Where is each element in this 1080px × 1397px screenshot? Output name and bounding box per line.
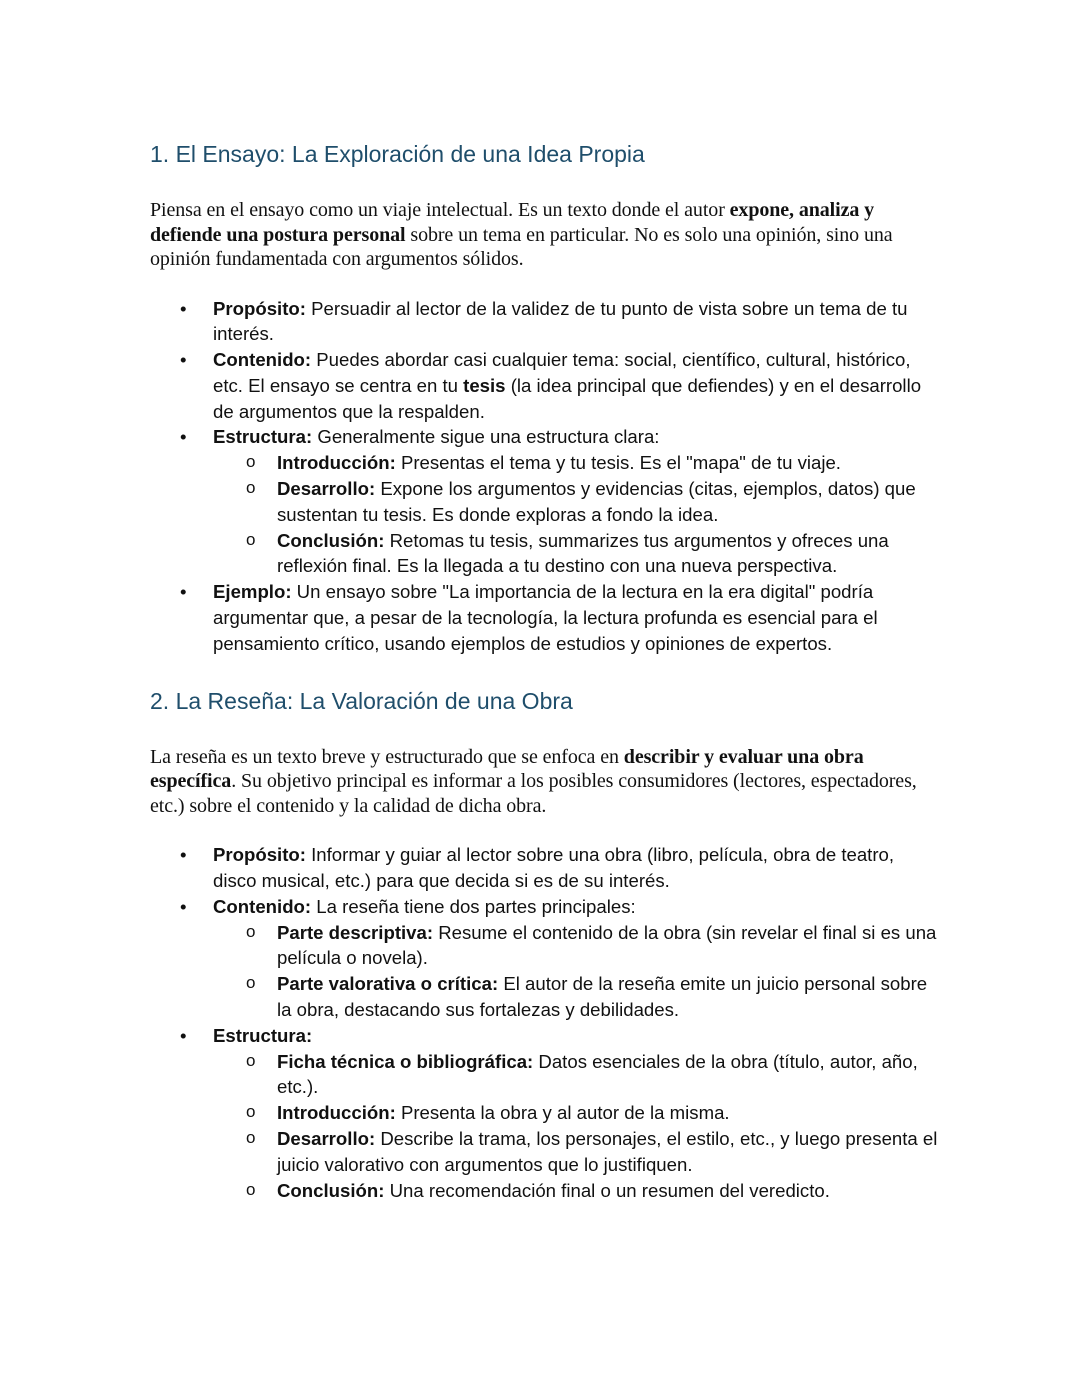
intro-text: Piensa en el ensayo como un viaje intelectual. Es un texto donde el autor — [150, 199, 730, 221]
item-text: Describe la trama, los personajes, el estilo, etc., y luego presenta el juicio valorativo con argumentos que lo justifiquen. — [277, 1127, 938, 1175]
sub-list — [213, 920, 940, 1023]
item-text: Datos esenciales de la obra (título, autor, año, etc.). — [277, 1050, 918, 1098]
item-label: Contenido: — [213, 895, 312, 917]
item-label: Conclusión: — [277, 1179, 385, 1201]
sub-list-item — [213, 476, 940, 528]
bullet-icon: • — [180, 349, 187, 371]
sub-list — [213, 450, 940, 579]
item-text: Puedes abordar casi cualquier tema: social, científico, cultural, histórico, etc. El ensayo se centra en tu — [213, 349, 911, 396]
item-label: Conclusión: — [277, 529, 385, 551]
item-label: Propósito: — [213, 844, 306, 866]
section-resena — [150, 685, 940, 1204]
item-text: El autor de la reseña emite un juicio personal sobre la obra, destacando sus fortalezas y debilidades. — [277, 973, 928, 1020]
intro-paragraph — [150, 198, 940, 272]
sub-list-item — [213, 1049, 940, 1101]
intro-text: . Su objetivo principal es informar a los posibles consumidores (lectores, espectadores, etc.) sobre el contenido y la calidad de dicha obra. — [150, 770, 917, 817]
list-item — [150, 842, 940, 894]
list-item — [150, 347, 940, 424]
circle-bullet-icon: o — [246, 478, 256, 498]
item-text: Generalmente sigue una estructura clara: — [312, 426, 660, 448]
item-label: Parte valorativa o crítica: — [277, 973, 499, 995]
item-text: La reseña tiene dos partes principales: — [311, 895, 636, 917]
item-label: Ejemplo: — [213, 581, 292, 603]
item-label: Introducción: — [277, 452, 396, 474]
bullet-icon: • — [180, 297, 187, 319]
list-item — [150, 1023, 940, 1204]
intro-paragraph — [150, 745, 940, 819]
circle-bullet-icon: o — [246, 529, 256, 549]
item-label: Ficha técnica o bibliográfica: — [277, 1050, 534, 1072]
bullet-icon: • — [180, 581, 187, 603]
section-heading: 1. El Ensayo: La Exploración de una Idea Propia — [150, 141, 645, 167]
sub-list-item — [213, 1100, 940, 1126]
circle-bullet-icon: o — [246, 973, 256, 993]
item-text: Presentas el tema y tu tesis. Es el "mapa" de tu viaje. — [395, 452, 841, 474]
item-label: Propósito: — [213, 297, 306, 319]
item-label: Estructura: — [213, 426, 313, 448]
bullet-icon: • — [180, 426, 187, 448]
document-page — [150, 138, 940, 1203]
intro-bold: expone, analiza y defiende una postura personal — [150, 199, 875, 246]
bullet-icon: • — [180, 895, 187, 917]
bullet-list — [150, 296, 940, 657]
bullet-icon: • — [180, 1024, 187, 1046]
item-text: Un ensayo sobre "La importancia de la lectura en la era digital" podría argumentar que, a pesar de la tecnología, la lectura profunda es esencial para el pensamiento crítico, usando ejemplos de estudios y opiniones de expertos. — [213, 581, 878, 654]
circle-bullet-icon: o — [246, 452, 256, 472]
sub-list-item — [213, 450, 940, 476]
circle-bullet-icon: o — [246, 1102, 256, 1122]
intro-text: sobre un tema en particular. No es solo una opinión, sino una opinión fundamentada con argumentos sólidos. — [150, 223, 893, 270]
item-text: Informar y guiar al lector sobre una obra (libro, película, obra de teatro, disco musical, etc.) para que decida si es de su interés. — [213, 844, 895, 891]
circle-bullet-icon: o — [246, 1127, 256, 1147]
section-heading: 2. La Reseña: La Valoración de una Obra — [150, 687, 573, 714]
sub-list-item — [213, 528, 940, 580]
circle-bullet-icon: o — [246, 921, 256, 941]
circle-bullet-icon: o — [246, 1179, 256, 1199]
item-text: Persuadir al lector de la validez de tu punto de vista sobre un tema de tu interés. — [213, 297, 908, 345]
list-item — [150, 424, 940, 579]
circle-bullet-icon: o — [246, 1050, 256, 1070]
sub-list-item — [213, 971, 940, 1023]
item-text: Presenta la obra y al autor de la misma. — [395, 1102, 730, 1124]
bullet-icon: • — [180, 844, 187, 866]
item-label: Parte descriptiva: — [277, 921, 434, 943]
item-label: Desarrollo: — [277, 478, 376, 500]
item-text: (la idea principal que defiendes) y en el desarrollo de argumentos que la respalden. — [213, 374, 922, 422]
item-text: Expone los argumentos y evidencias (citas, ejemplos, datos) que sustentan tu tesis. Es donde exploras a fondo la idea. — [277, 478, 916, 525]
item-text: Una recomendación final o un resumen del veredicto. — [384, 1179, 830, 1201]
item-label: Estructura: — [213, 1024, 313, 1046]
item-label: Desarrollo: — [277, 1127, 376, 1149]
sub-list-item — [213, 920, 940, 972]
list-item — [150, 894, 940, 1023]
bullet-list — [150, 842, 940, 1203]
section-ensayo — [150, 138, 940, 657]
item-text: Resume el contenido de la obra (sin revelar el final si es una película o novela). — [277, 921, 937, 969]
intro-text: La reseña es un texto breve y estructurado que se enfoca en — [150, 745, 624, 768]
sub-list — [213, 1049, 940, 1204]
sub-list-item — [213, 1126, 940, 1178]
item-bold: tesis — [463, 374, 506, 396]
item-text: Retomas tu tesis, summarizes tus argumentos y ofreces una reflexión final. Es la llegada a tu destino con una nueva perspectiva. — [277, 529, 889, 577]
sub-list-item — [213, 1178, 940, 1204]
item-label: Introducción: — [277, 1102, 396, 1124]
list-item — [150, 296, 940, 348]
intro-bold: describir y evaluar una obra específica — [150, 745, 864, 793]
list-item — [150, 579, 940, 656]
item-label: Contenido: — [213, 349, 312, 371]
